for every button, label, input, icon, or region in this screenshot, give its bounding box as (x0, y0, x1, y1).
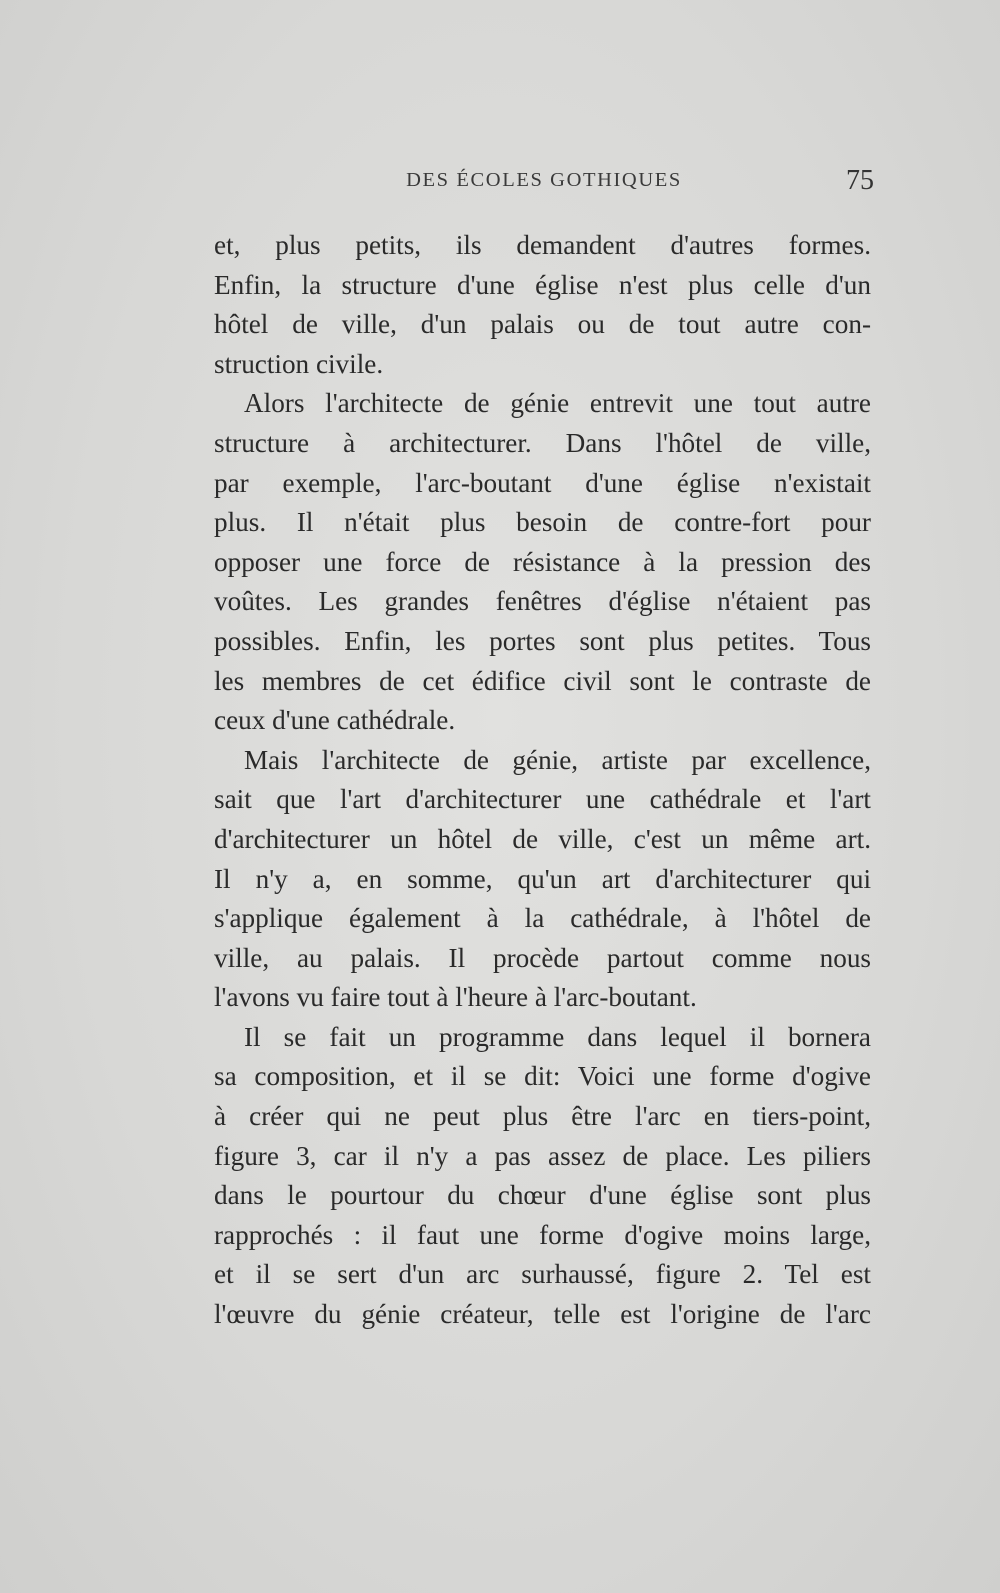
text-line: plus. Il n'était plus besoin de contre-fort pour (214, 507, 871, 538)
text-line: par exemple, l'arc-boutant d'une église n'existait (214, 467, 871, 498)
text-line: Mais l'architecte de génie, artiste par excellence, (244, 744, 871, 775)
text-line: et il se sert d'un arc surhaussé, figure 2. Tel est (214, 1259, 871, 1290)
running-header (214, 165, 874, 197)
text-line: sait que l'art d'architecturer une cathédrale et l'art (214, 784, 871, 815)
text-line: sa composition, et il se dit: Voici une forme d'ogive (214, 1061, 871, 1092)
text-line: Enfin, la structure d'une église n'est plus celle d'un (214, 269, 871, 300)
text-line: structure à architecturer. Dans l'hôtel de ville, (214, 427, 871, 458)
text-line: voûtes. Les grandes fenêtres d'église n'étaient pas (214, 586, 871, 617)
text-line: hôtel de ville, d'un palais ou de tout autre con- (214, 309, 871, 340)
text-line: possibles. Enfin, les portes sont plus petites. Tous (214, 625, 871, 656)
text-line: Il n'y a, en somme, qu'un art d'architecturer qui (214, 863, 871, 894)
text-line: figure 3, car il n'y a pas assez de place. Les piliers (214, 1140, 871, 1171)
text-line: les membres de cet édifice civil sont le contraste de (214, 665, 871, 696)
text-line: l'œuvre du génie créateur, telle est l'origine de l'arc (214, 1299, 871, 1330)
text-line: d'architecturer un hôtel de ville, c'est un même art. (214, 823, 871, 854)
text-line: ville, au palais. Il procède partout comme nous (214, 942, 871, 973)
text-line: à créer qui ne peut plus être l'arc en tiers-point, (214, 1101, 871, 1132)
text-line: dans le pourtour du chœur d'une église sont plus (214, 1180, 871, 1211)
text-line: rapprochés : il faut une forme d'ogive moins large, (214, 1219, 871, 1250)
text-line: et, plus petits, ils demandent d'autres formes. (214, 230, 871, 260)
page-number: 75 (846, 165, 874, 196)
text-line: Alors l'architecte de génie entrevit une tout autre (244, 388, 871, 419)
running-title: DES ÉCOLES GOTHIQUES (406, 169, 682, 191)
text-line: l'avons vu faire tout à l'heure à l'arc-boutant. (214, 982, 697, 1013)
text-line: s'applique également à la cathédrale, à l'hôtel de (214, 903, 871, 934)
text-line: Il se fait un programme dans lequel il bornera (244, 1021, 871, 1052)
body-text (214, 226, 871, 1335)
text-line: ceux d'une cathédrale. (214, 705, 456, 736)
text-line: struction civile. (214, 348, 384, 379)
text-line: opposer une force de résistance à la pression des (214, 546, 871, 577)
